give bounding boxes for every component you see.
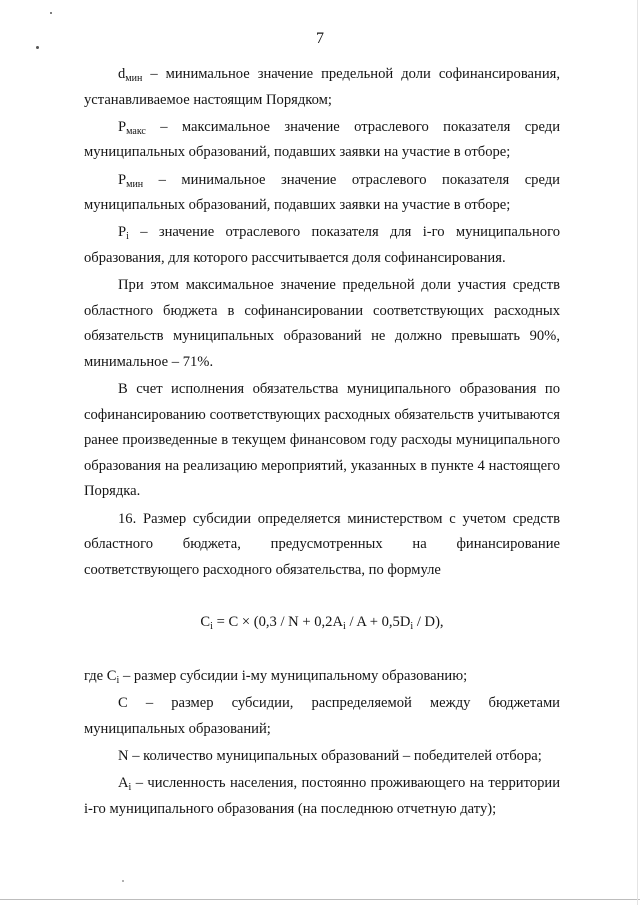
paragraph-obligation: В счет исполнения обязательства муниципального образования по софинансированию соответствующих расходных обязательств учитываются ранее произведенные в текущем финансовом году расходы муниципального образования на реализацию мероприятий, указанных в пункте 4 настоящего Порядка. xyxy=(84,381,560,500)
paragraph-p-max xyxy=(84,115,560,166)
definition-text: – размер субсидии i-му муниципальному образованию; xyxy=(119,668,468,685)
formula-subscript: i xyxy=(410,621,414,633)
paragraph-text: – максимальное значение отраслевого показателя среди муниципальных образований, подавших заявки на участие в отборе; xyxy=(84,118,560,161)
subsidy-formula xyxy=(84,610,560,636)
definition-c xyxy=(84,691,560,742)
definition-ci xyxy=(84,664,560,690)
scan-speck xyxy=(122,880,124,882)
definition-text: – численность населения, постоянно проживающего на территории i-го муниципального образования (на последнюю отчетную дату); xyxy=(84,775,560,817)
paragraph-d-min xyxy=(84,62,560,113)
paragraph-text: – минимальное значение отраслевого показателя среди муниципальных образований, подавших заявки на участие в отборе; xyxy=(84,171,560,214)
scan-right-edge xyxy=(637,0,638,905)
paragraph-text: – минимальное значение предельной доли софинансирования, устанавливаемое настоящим Порядком; xyxy=(84,66,560,108)
symbol: d xyxy=(118,66,126,82)
symbol: P xyxy=(118,118,127,135)
symbol-subscript: макс xyxy=(126,125,146,137)
definition-text: – количество муниципальных образований – победителей отбора; xyxy=(128,748,542,764)
definition-lead: где C xyxy=(84,668,117,685)
formula-text: / D), xyxy=(413,614,444,631)
definition-lead: N xyxy=(118,748,129,764)
paragraph-text: – значение отраслевого показателя для i-го муниципального образования, для которого рассчитывается доля софинансирования. xyxy=(84,224,560,266)
formula-text: / A + 0,5D xyxy=(345,614,411,631)
paragraph-p-i xyxy=(84,220,560,271)
symbol-subscript: мин xyxy=(126,178,144,190)
definition-ai xyxy=(84,771,560,822)
paragraph-p-min xyxy=(84,168,560,219)
scan-bottom-edge xyxy=(0,899,640,900)
definition-text: – размер субсидии, распределяемой между бюджетами муниципальных образований; xyxy=(84,695,560,737)
page-number: 7 xyxy=(316,30,324,47)
symbol-subscript: i xyxy=(126,231,129,243)
paragraph-max-share: При этом максимальное значение предельной доли участия средств областного бюджета в софинансировании соответствующих расходных обязательств муниципальных образований не должно превышать 90%, минимальное – 71%. xyxy=(84,277,560,370)
symbol: P xyxy=(118,171,127,188)
formula-subscript: i xyxy=(343,621,346,633)
definition-subscript: i xyxy=(116,675,120,687)
document-body xyxy=(84,62,560,822)
definition-n xyxy=(84,744,560,770)
formula-subscript: i xyxy=(210,621,213,633)
scan-speck xyxy=(50,12,52,14)
formula-text: = C × (0,3 / N + 0,2A xyxy=(212,614,344,631)
symbol: P xyxy=(118,224,127,241)
definition-subscript: i xyxy=(128,782,132,794)
definition-lead: A xyxy=(118,775,129,792)
formula-symbol: C xyxy=(200,614,211,631)
definition-lead: C xyxy=(118,695,128,712)
symbol-subscript: мин xyxy=(125,73,143,84)
paragraph-item-16: 16. Размер субсидии определяется министерством с учетом средств областного бюджета, предусмотренных на финансирование соответствующего расходного обязательства, по формуле xyxy=(84,510,560,578)
